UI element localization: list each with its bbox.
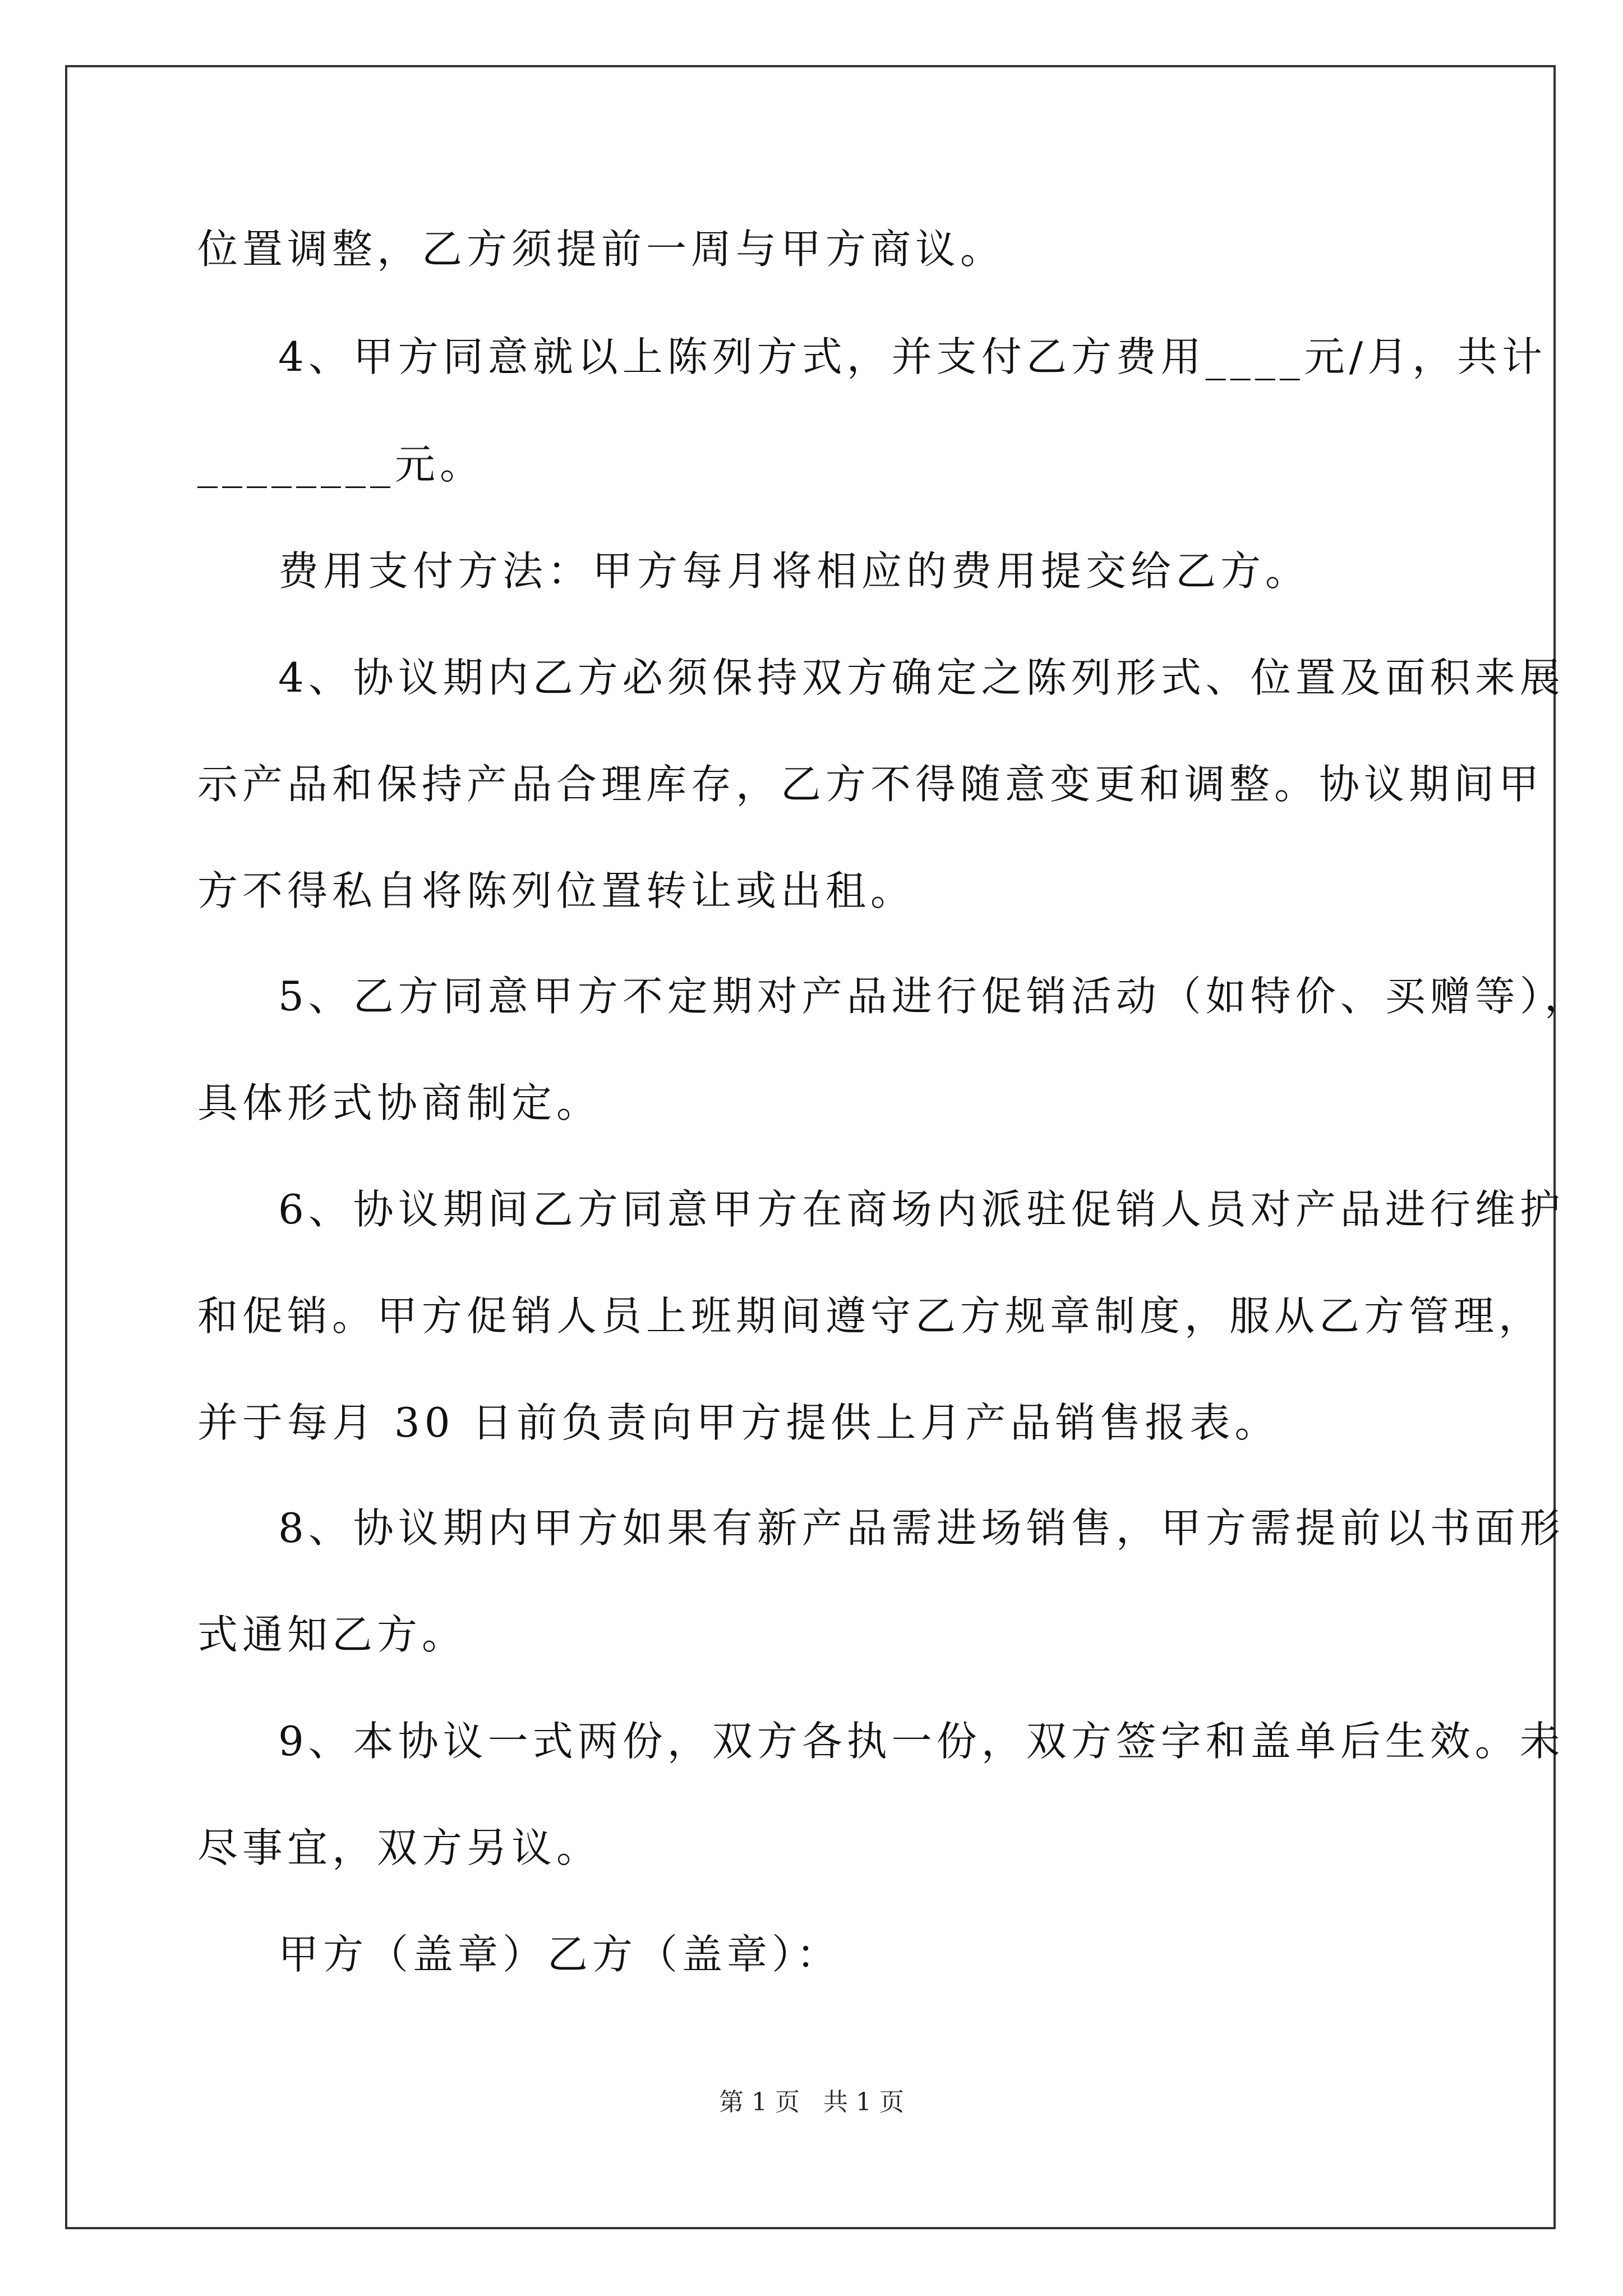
paragraph-line: 并于每月 30 日前负责向甲方提供上月产品销售报表。 xyxy=(197,1399,1280,1446)
paragraph-line: 位置调整，乙方须提前一周与甲方商议。 xyxy=(197,226,1006,273)
paragraph-line: 费用支付方法：甲方每月将相应的费用提交给乙方。 xyxy=(278,547,1311,595)
paragraph-line: 尽事宜，双方另议。 xyxy=(197,1824,602,1871)
page-total: 共 1 页 xyxy=(823,2088,904,2116)
paragraph-line: 5、乙方同意甲方不定期对产品进行促销活动（如特价、买赠等）， xyxy=(278,973,1589,1020)
paragraph-line: 示产品和保持产品合理库存，乙方不得随意变更和调整。协议期间甲 xyxy=(197,761,1544,808)
page-footer xyxy=(0,2086,1623,2119)
paragraph-line: 方不得私自将陈列位置转让或出租。 xyxy=(197,867,916,914)
paragraph-line: ________元。 xyxy=(197,441,485,488)
paragraph-line: 9、本协议一式两份，双方各执一份，双方签字和盖单后生效。未 xyxy=(278,1718,1565,1765)
paragraph-line: 式通知乙方。 xyxy=(197,1611,467,1658)
paragraph-line: 具体形式协商制定。 xyxy=(197,1079,602,1126)
signature-line: 甲方（盖章）乙方（盖章）： xyxy=(278,1931,842,1978)
page-number: 第 1 页 xyxy=(719,2088,800,2116)
page-border xyxy=(65,65,1556,2229)
paragraph-line: 4、甲方同意就以上陈列方式，并支付乙方费用____元/月，共计 xyxy=(278,333,1547,380)
paragraph-line: 6、协议期间乙方同意甲方在商场内派驻促销人员对产品进行维护 xyxy=(278,1186,1565,1233)
paragraph-line: 和促销。甲方促销人员上班期间遵守乙方规章制度，服从乙方管理， xyxy=(197,1292,1544,1340)
paragraph-line: 4、协议期内乙方必须保持双方确定之陈列形式、位置及面积来展 xyxy=(278,654,1565,701)
paragraph-line: 8、协议期内甲方如果有新产品需进场销售，甲方需提前以书面形 xyxy=(278,1504,1565,1552)
